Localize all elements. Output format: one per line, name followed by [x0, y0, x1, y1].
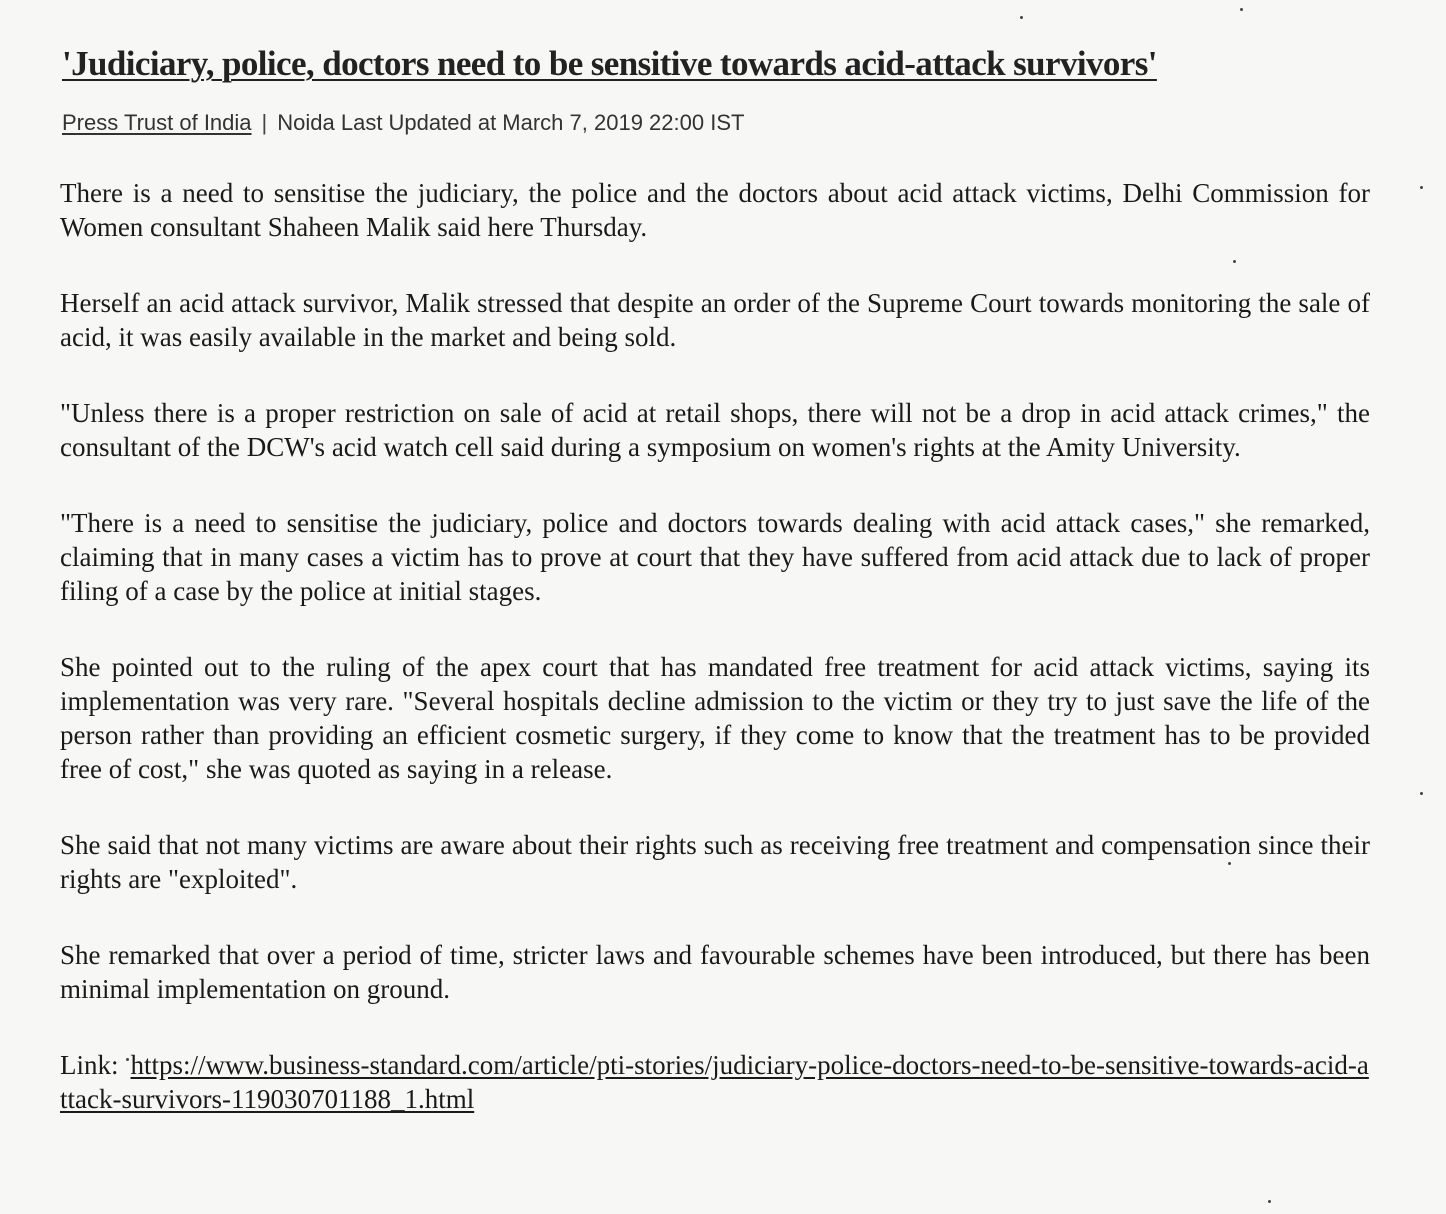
paragraph-4: "There is a need to sensitise the judiciary, police and doctors towards dealing with acid attack cases," she remarked, claiming that in many cases a victim has to prove at court that they have suffered from acid attack due to lack of proper filing of a case by the police at initial stages.: [60, 508, 1370, 606]
paragraph-5: She pointed out to the ruling of the apex court that has mandated free treatment for acid attack victims, saying its implementation was very rare. "Several hospitals decline admission to the victim or they try to just save the life of the person rather than providing an efficient cosmetic surgery, if they come to know that the treatment has to be provided free of cost," she was quoted as saying in a release.: [60, 652, 1370, 784]
source-link-block: [60, 1048, 1370, 1116]
scan-speck: [1228, 862, 1231, 865]
scan-speck: [1233, 260, 1236, 263]
dateline: Noida Last Updated at March 7, 2019 22:00 IST: [277, 110, 745, 135]
scan-speck: [126, 1058, 129, 1061]
paragraph-1: There is a need to sensitise the judiciary, the police and the doctors about acid attack victims, Delhi Commission for Women consultant Shaheen Malik said here Thursday.: [60, 178, 1370, 242]
byline: [62, 110, 744, 136]
scan-speck: [1268, 1200, 1271, 1203]
paragraph-7: She remarked that over a period of time, stricter laws and favourable schemes have been introduced, but there has been minimal implementation on ground.: [60, 940, 1370, 1004]
scan-speck: [1020, 16, 1023, 19]
byline-separator: |: [261, 110, 268, 135]
article-body: [60, 176, 1370, 1116]
scan-speck: [1240, 8, 1243, 11]
scan-speck: [1420, 186, 1423, 189]
article-headline: 'Judiciary, police, doctors need to be sensitive towards acid-attack survivors': [62, 44, 1157, 83]
article-url-link[interactable]: https://www.business-standard.com/article/pti-stories/judiciary-police-doctors-need-to-be-sensitive-towards-acid-attack-survivors-119030701188_1.html: [60, 1050, 1369, 1114]
link-label: Link:: [60, 1050, 119, 1080]
scan-speck: [1420, 792, 1423, 795]
paragraph-6: She said that not many victims are aware about their rights such as receiving free treatment and compensation since their rights are "exploited".: [60, 830, 1370, 894]
source-link[interactable]: Press Trust of India: [62, 110, 252, 135]
paragraph-3: "Unless there is a proper restriction on sale of acid at retail shops, there will not be a drop in acid attack crimes," the consultant of the DCW's acid watch cell said during a symposium on women's rights at the Amity University.: [60, 398, 1370, 462]
paragraph-2: Herself an acid attack survivor, Malik stressed that despite an order of the Supreme Court towards monitoring the sale of acid, it was easily available in the market and being sold.: [60, 288, 1370, 352]
